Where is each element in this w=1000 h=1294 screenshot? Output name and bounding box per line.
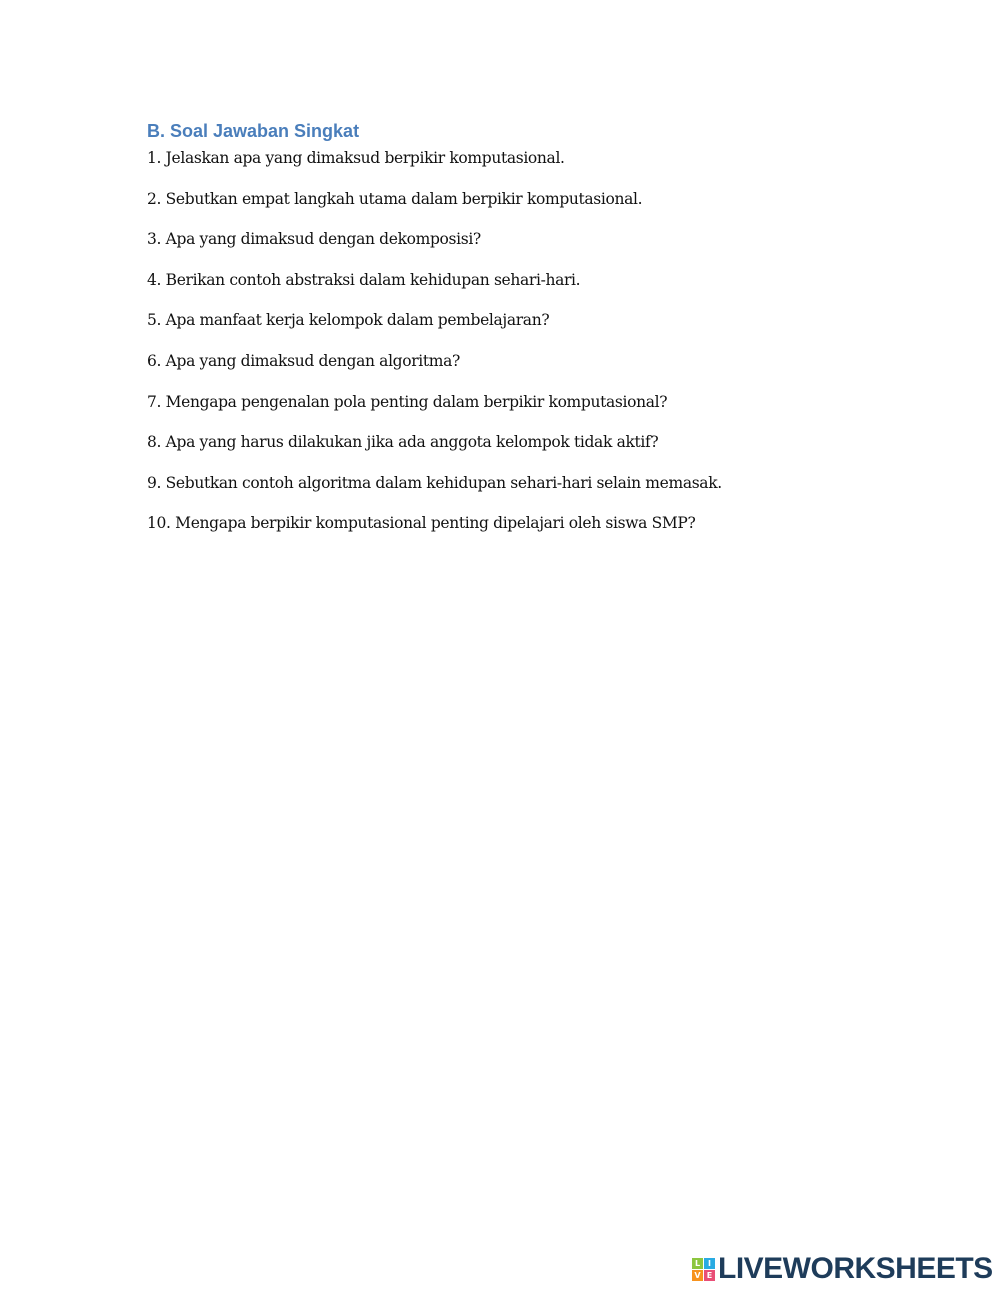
logo-mark-letter: L <box>692 1258 703 1269</box>
question-item: 9. Sebutkan contoh algoritma dalam kehidupan sehari-hari selain memasak. <box>147 473 722 492</box>
logo-mark-letter: V <box>692 1270 703 1281</box>
question-item: 5. Apa manfaat kerja kelompok dalam pembelajaran? <box>147 311 550 330</box>
logo-mark-letter: I <box>704 1258 715 1269</box>
question-item: 1. Jelaskan apa yang dimaksud berpikir komputasional. <box>147 149 565 167</box>
question-item: 6. Apa yang dimaksud dengan algoritma? <box>147 351 460 370</box>
section-title: B. Soal Jawaban Singkat <box>147 121 360 141</box>
question-list <box>147 146 907 552</box>
logo-mark-letter: E <box>704 1270 715 1281</box>
liveworksheets-logo[interactable] <box>692 1253 993 1285</box>
question-item: 10. Mengapa berpikir komputasional penting dipelajari oleh siswa SMP? <box>147 514 696 533</box>
question-item: 4. Berikan contoh abstraksi dalam kehidupan sehari-hari. <box>147 270 581 289</box>
question-item: 3. Apa yang dimaksud dengan dekomposisi? <box>147 230 481 249</box>
logo-text: LIVEWORKSHEETS <box>718 1252 993 1285</box>
question-item: 7. Mengapa pengenalan pola penting dalam berpikir komputasional? <box>147 392 668 411</box>
question-item: 2. Sebutkan empat langkah utama dalam berpikir komputasional. <box>147 189 643 208</box>
question-item: 8. Apa yang harus dilakukan jika ada anggota kelompok tidak aktif? <box>147 433 659 452</box>
logo-mark-icon <box>692 1258 715 1281</box>
